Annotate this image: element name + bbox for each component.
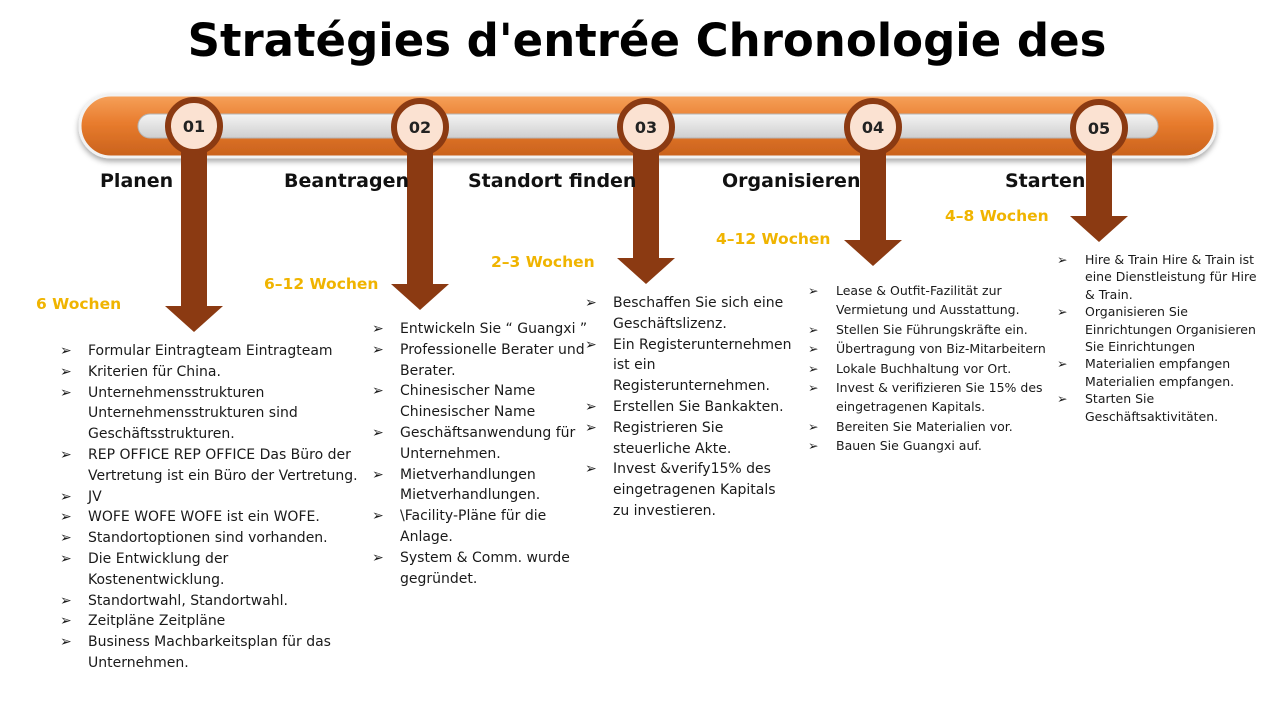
step-number-3: 03 xyxy=(634,118,658,137)
arrow-bullet-icon: ➢ xyxy=(808,360,819,376)
arrow-bullet-icon: ➢ xyxy=(585,295,597,311)
step-number-1: 01 xyxy=(182,117,206,136)
duration-label-2: 6–12 Wochen xyxy=(264,275,379,293)
step-4-task-list xyxy=(808,281,1048,456)
arrow-bullet-icon: ➢ xyxy=(372,383,384,400)
task-item xyxy=(60,611,360,632)
arrow-bullet-icon: ➢ xyxy=(372,321,384,337)
task-item xyxy=(60,591,360,612)
task-item xyxy=(60,341,360,362)
step-node-4 xyxy=(847,101,899,153)
task-item xyxy=(1057,303,1257,355)
task-text: Registrieren Sie steuerliche Akte. xyxy=(613,419,732,457)
task-item xyxy=(1057,390,1257,425)
task-item xyxy=(585,459,795,521)
task-item xyxy=(585,418,795,460)
arrow-bullet-icon: ➢ xyxy=(60,592,72,609)
task-text: Chinesischer Name Chinesischer Name xyxy=(400,383,536,421)
phase-label-2: Beantragen xyxy=(284,170,410,192)
step-1-task-list xyxy=(60,341,360,674)
task-text: Geschäftsanwendung für Unternehmen. xyxy=(400,424,576,462)
arrow-bullet-icon: ➢ xyxy=(1057,252,1068,267)
step-node-2 xyxy=(394,101,446,153)
task-item xyxy=(372,465,592,507)
step-5-task-list xyxy=(1057,251,1257,425)
step-2-task-list xyxy=(372,319,592,589)
task-item xyxy=(372,381,592,423)
arrow-bullet-icon: ➢ xyxy=(808,341,819,357)
task-text: Erstellen Sie Bankakten. xyxy=(613,398,784,415)
arrow-bullet-icon: ➢ xyxy=(585,398,597,415)
task-text: Invest & verifizieren Sie 15% des eingetragenen Kapitals. xyxy=(836,380,1043,415)
task-text: Invest &verify15% des eingetragenen Kapitals zu investieren. xyxy=(613,461,776,519)
task-item xyxy=(808,417,1048,436)
arrow-bullet-icon: ➢ xyxy=(372,424,384,441)
task-item xyxy=(60,445,360,487)
step-node-1 xyxy=(168,100,220,152)
task-text: Lease & Outfit-Fazilität zur Vermietung und Ausstattung. xyxy=(836,283,1020,318)
arrow-bullet-icon: ➢ xyxy=(60,613,72,630)
arrow-bullet-icon: ➢ xyxy=(808,283,819,298)
step-arrow-1 xyxy=(165,150,223,332)
task-item xyxy=(60,507,360,528)
task-item xyxy=(808,378,1048,417)
task-item xyxy=(60,362,360,383)
task-text: WOFE WOFE WOFE ist ein WOFE. xyxy=(88,509,320,526)
task-text: Standortoptionen sind vorhanden. xyxy=(88,530,328,547)
task-item xyxy=(585,397,795,418)
task-text: \Facility-Pläne für die Anlage. xyxy=(400,508,547,545)
arrow-bullet-icon: ➢ xyxy=(585,419,597,436)
phase-label-1: Planen xyxy=(100,170,174,192)
arrow-bullet-icon: ➢ xyxy=(60,488,72,505)
task-text: Entwickeln Sie “ Guangxi ” xyxy=(400,321,588,337)
page-title: Stratégies d'entrée Chronologie des xyxy=(187,14,1107,67)
arrow-bullet-icon: ➢ xyxy=(60,550,72,567)
task-item xyxy=(372,423,592,465)
task-item xyxy=(585,335,795,397)
task-text: Übertragung von Biz-Mitarbeitern xyxy=(836,341,1046,357)
duration-label-5: 4–8 Wochen xyxy=(945,207,1049,225)
task-item xyxy=(372,548,592,590)
task-item xyxy=(808,339,1048,358)
task-text: Beschaffen Sie sich eine Geschäftslizenz. xyxy=(613,295,784,332)
arrow-bullet-icon: ➢ xyxy=(372,341,384,358)
phase-label-3: Standort finden xyxy=(468,170,637,192)
phase-label-5: Starten xyxy=(1005,170,1086,192)
duration-label-1: 6 Wochen xyxy=(36,295,122,313)
task-text: Die Entwicklung der Kostenentwicklung. xyxy=(88,550,229,588)
arrow-bullet-icon: ➢ xyxy=(808,438,819,454)
arrow-bullet-icon: ➢ xyxy=(372,466,384,483)
task-item xyxy=(1057,355,1257,390)
task-text: JV xyxy=(88,488,102,505)
arrow-bullet-icon: ➢ xyxy=(60,446,72,463)
task-text: Mietverhandlungen Mietverhandlungen. xyxy=(400,466,541,504)
step-number-2: 02 xyxy=(408,118,432,137)
task-item xyxy=(372,319,592,340)
arrow-bullet-icon: ➢ xyxy=(60,634,72,651)
task-item xyxy=(808,281,1048,320)
task-text: Bauen Sie Guangxi auf. xyxy=(836,438,982,454)
arrow-bullet-icon: ➢ xyxy=(1057,391,1068,407)
task-item xyxy=(372,340,592,382)
task-text: Business Machbarkeitsplan für das Unternehmen. xyxy=(88,634,331,671)
task-text: Hire & Train Hire & Train ist eine Dienstleistung für Hire & Train. xyxy=(1085,252,1257,302)
task-text: Standortwahl, Standortwahl. xyxy=(88,592,288,609)
task-item xyxy=(808,359,1048,378)
arrow-bullet-icon: ➢ xyxy=(1057,356,1068,372)
step-3-task-list xyxy=(585,293,795,522)
duration-label-4: 4–12 Wochen xyxy=(716,230,831,248)
task-text: Formular Eintragteam Eintragteam xyxy=(88,343,333,359)
arrow-bullet-icon: ➢ xyxy=(60,384,72,401)
task-text: Lokale Buchhaltung vor Ort. xyxy=(836,360,1012,376)
step-number-5: 05 xyxy=(1087,119,1111,138)
arrow-bullet-icon: ➢ xyxy=(372,549,384,566)
arrow-bullet-icon: ➢ xyxy=(60,530,72,547)
task-text: Kriterien für China. xyxy=(88,363,221,380)
task-text: System & Comm. wurde gegründet. xyxy=(400,549,570,587)
task-item xyxy=(60,383,360,445)
task-text: Bereiten Sie Materialien vor. xyxy=(836,418,1013,434)
arrow-bullet-icon: ➢ xyxy=(808,380,819,396)
task-text: Starten Sie Geschäftsaktivitäten. xyxy=(1085,391,1219,424)
task-text: Stellen Sie Führungskräfte ein. xyxy=(836,321,1028,337)
step-arrow-4 xyxy=(844,150,902,266)
task-item xyxy=(60,528,360,549)
arrow-bullet-icon: ➢ xyxy=(60,343,72,359)
arrow-bullet-icon: ➢ xyxy=(60,509,72,526)
task-text: Professionelle Berater und Berater. xyxy=(400,341,585,379)
step-number-4: 04 xyxy=(861,118,885,137)
phase-label-4: Organisieren xyxy=(722,170,861,192)
task-text: Zeitpläne Zeitpläne xyxy=(88,613,226,630)
task-text: Organisieren Sie Einrichtungen Organisieren Sie Einrichtungen xyxy=(1085,304,1256,355)
task-item xyxy=(60,549,360,591)
task-item xyxy=(808,436,1048,455)
task-text: REP OFFICE REP OFFICE Das Büro der Vertretung ist ein Büro der Vertretung. xyxy=(88,446,358,484)
task-item xyxy=(1057,251,1257,303)
task-item xyxy=(60,632,360,674)
arrow-bullet-icon: ➢ xyxy=(808,321,819,337)
task-text: Ein Registerunternehmen ist ein Registerunternehmen. xyxy=(613,336,792,395)
task-text: Materialien empfangen Materialien empfangen. xyxy=(1085,356,1235,389)
task-text: Unternehmensstrukturen Unternehmensstrukturen sind Geschäftsstrukturen. xyxy=(88,384,298,443)
arrow-bullet-icon: ➢ xyxy=(808,418,819,434)
arrow-bullet-icon: ➢ xyxy=(1057,304,1068,320)
arrow-bullet-icon: ➢ xyxy=(372,508,384,525)
arrow-bullet-icon: ➢ xyxy=(585,336,597,353)
duration-label-3: 2–3 Wochen xyxy=(491,253,595,271)
step-arrow-5 xyxy=(1070,150,1128,242)
task-item xyxy=(585,293,795,335)
arrow-bullet-icon: ➢ xyxy=(60,363,72,380)
arrow-bullet-icon: ➢ xyxy=(585,461,597,478)
step-node-3 xyxy=(620,101,672,153)
task-item xyxy=(372,506,592,548)
step-node-5 xyxy=(1073,102,1125,154)
task-item xyxy=(60,487,360,508)
task-item xyxy=(808,320,1048,339)
